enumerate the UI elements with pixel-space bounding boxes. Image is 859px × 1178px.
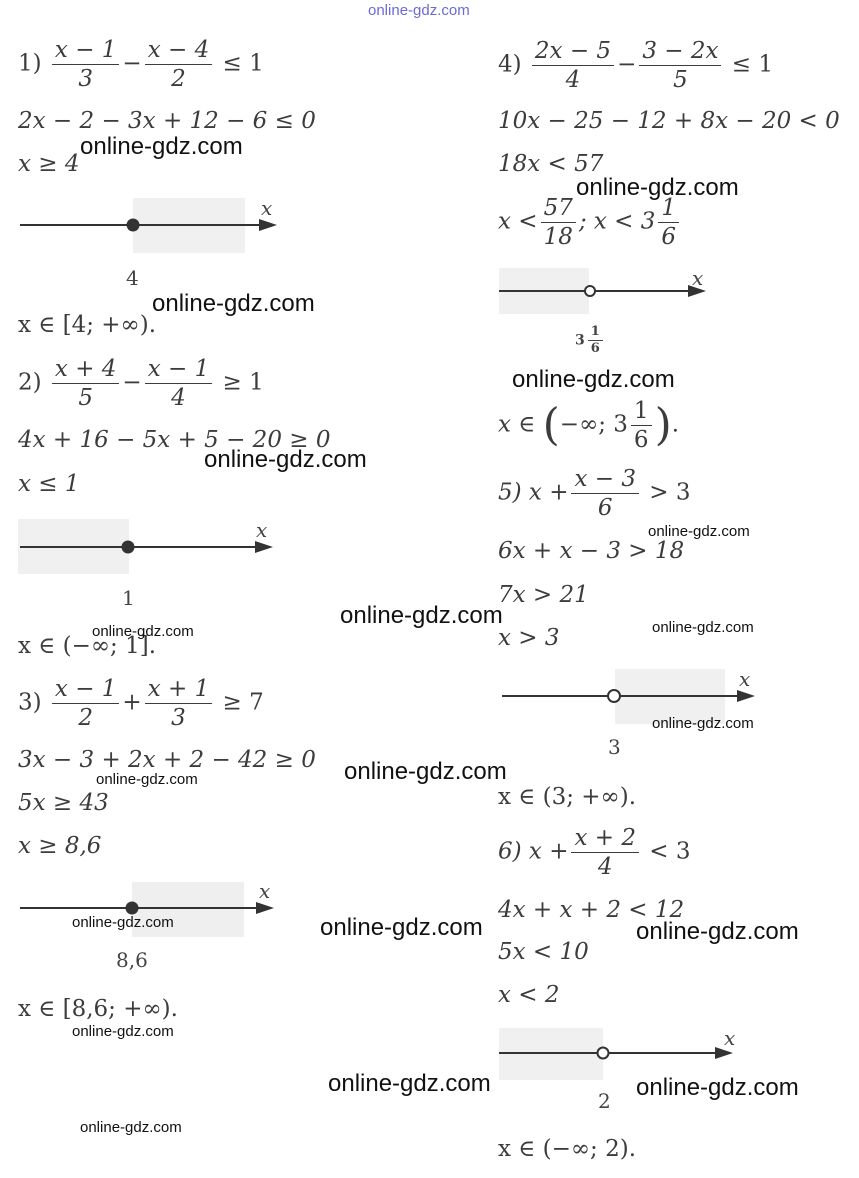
problem-2-statement: 2) $\frac{x + 4}{5}$ − $\frac{x - 1}{4}$ ≥ 1 [18, 356, 264, 411]
problem-6-statement: 6) x + $\frac{x + 2}{4}$ < 3 [498, 825, 691, 880]
watermark-top: online-gdz.com [368, 2, 470, 19]
problem-5-step-3: x > 3 [498, 625, 560, 651]
watermark: online-gdz.com [512, 366, 675, 393]
problem-4-step-3: x < $\frac{57}{18}$ ; x < 3 $\frac{1}{6}$ [498, 194, 682, 251]
problem-6-step-1: 4x + x + 2 < 12 [498, 897, 685, 923]
problem-4-fraction-57-18: $\frac{57}{18}$ [541, 194, 576, 251]
problem-4-answer-fraction: $\frac{1}{6}$ [631, 397, 652, 454]
problem-5-axis-label: x [739, 667, 751, 691]
problem-2-step-2: x ≤ 1 [18, 471, 80, 497]
watermark: online-gdz.com [80, 133, 243, 160]
problem-4-fraction-1-6: $\frac{1}{6}$ [658, 194, 679, 251]
problem-6-tick-label: 2 [598, 1089, 611, 1113]
watermark: online-gdz.com [636, 918, 799, 945]
problem-1-step-1: 2x − 2 − 3x + 12 − 6 ≤ 0 [18, 108, 316, 134]
watermark: online-gdz.com [648, 523, 750, 540]
problem-5-step-1: 6x + x − 3 > 18 [498, 538, 685, 564]
problem-4-step-2: 18x < 57 [498, 151, 604, 177]
watermark: online-gdz.com [340, 602, 503, 629]
problem-5-fraction: $\frac{x - 3}{6}$ [571, 465, 639, 522]
problem-2-tick-label: 1 [122, 586, 135, 610]
problem-1-fraction-1: $\frac{x - 1}{3}$ [52, 36, 120, 93]
watermark: online-gdz.com [636, 1074, 799, 1101]
problem-3-number-line [15, 878, 285, 943]
problem-6-step-3: x < 2 [498, 982, 560, 1008]
watermark: online-gdz.com [152, 290, 315, 317]
watermark: online-gdz.com [320, 914, 483, 941]
watermark: online-gdz.com [344, 758, 507, 785]
problem-2-number-line [15, 517, 285, 582]
problem-3-statement: 3) $\frac{x - 1}{2}$ + $\frac{x + 1}{3}$ ≥ 7 [18, 676, 264, 731]
problem-1-axis-label: x [261, 196, 273, 220]
watermark: online-gdz.com [652, 619, 754, 636]
problem-3-fraction-1: $\frac{x - 1}{2}$ [52, 675, 120, 732]
watermark: online-gdz.com [652, 715, 754, 732]
problem-6-axis-label: x [724, 1026, 736, 1050]
problem-3-tick-label: 8,6 [116, 948, 148, 972]
problem-3-step-3: x ≥ 8,6 [18, 833, 102, 859]
problem-2-step-1: 4x + 16 − 5x + 5 − 20 ≥ 0 [18, 427, 331, 453]
problem-2-axis-label: x [256, 518, 268, 542]
problem-3-step-1: 3x − 3 + 2x + 2 − 42 ≥ 0 [18, 747, 316, 773]
problem-6-fraction: $\frac{x + 2}{4}$ [571, 824, 639, 881]
watermark: online-gdz.com [72, 1023, 174, 1040]
problem-4-step-1: 10x − 25 − 12 + 8x − 20 < 0 [498, 108, 840, 134]
problem-1-number: 1) [18, 50, 42, 77]
problem-5-statement: 5) x + $\frac{x - 3}{6}$ > 3 [498, 466, 691, 521]
problem-3-answer: x ∈ [8,6; +∞). [18, 996, 178, 1022]
watermark: online-gdz.com [328, 1070, 491, 1097]
problem-4-tick-label: 3 $\frac{1}{6}$ [575, 324, 606, 357]
problem-4-fraction-1: $\frac{2x - 5}{4}$ [532, 37, 614, 94]
watermark: online-gdz.com [92, 623, 194, 640]
problem-1-statement: 1) $\frac{x - 1}{3}$ − $\frac{x - 4}{2}$ ≤ 1 [18, 37, 264, 92]
problem-4-statement: 4) $\frac{2x - 5}{4}$ − $\frac{3 - 2x}{5}$ ≤ 1 [498, 38, 774, 93]
problem-4-fraction-2: $\frac{3 - 2x}{5}$ [639, 37, 721, 94]
problem-4-number-line [496, 266, 716, 318]
problem-6-step-2: 5x < 10 [498, 939, 589, 965]
watermark: online-gdz.com [80, 1119, 182, 1136]
watermark: online-gdz.com [72, 914, 174, 931]
problem-5-step-2: 7x > 21 [498, 582, 589, 608]
problem-2-fraction-1: $\frac{x + 4}{5}$ [52, 355, 120, 412]
watermark: online-gdz.com [204, 446, 367, 473]
problem-4-answer: x ∈ (−∞; 3 $\frac{1}{6}$ ). [498, 398, 680, 453]
problem-1-step-2: x ≥ 4 [18, 151, 80, 177]
watermark: online-gdz.com [96, 771, 198, 788]
problem-5-tick-label: 3 [608, 735, 621, 759]
problem-1-fraction-2: $\frac{x - 4}{2}$ [145, 36, 213, 93]
problem-3-axis-label: x [259, 879, 271, 903]
problem-2-answer: x ∈ (−∞; 1]. [18, 633, 156, 659]
problem-3-step-2: 5x ≥ 43 [18, 790, 109, 816]
problem-1-answer: x ∈ [4; +∞). [18, 312, 156, 338]
problem-1-number-line [15, 195, 285, 260]
problem-2-fraction-2: $\frac{x - 1}{4}$ [145, 355, 213, 412]
watermark: online-gdz.com [576, 174, 739, 201]
problem-6-answer: x ∈ (−∞; 2). [498, 1136, 636, 1162]
problem-1-tick-label: 4 [126, 266, 139, 290]
problem-3-fraction-2: $\frac{x + 1}{3}$ [145, 675, 213, 732]
problem-5-answer: x ∈ (3; +∞). [498, 784, 636, 810]
problem-4-axis-label: x [692, 266, 704, 290]
